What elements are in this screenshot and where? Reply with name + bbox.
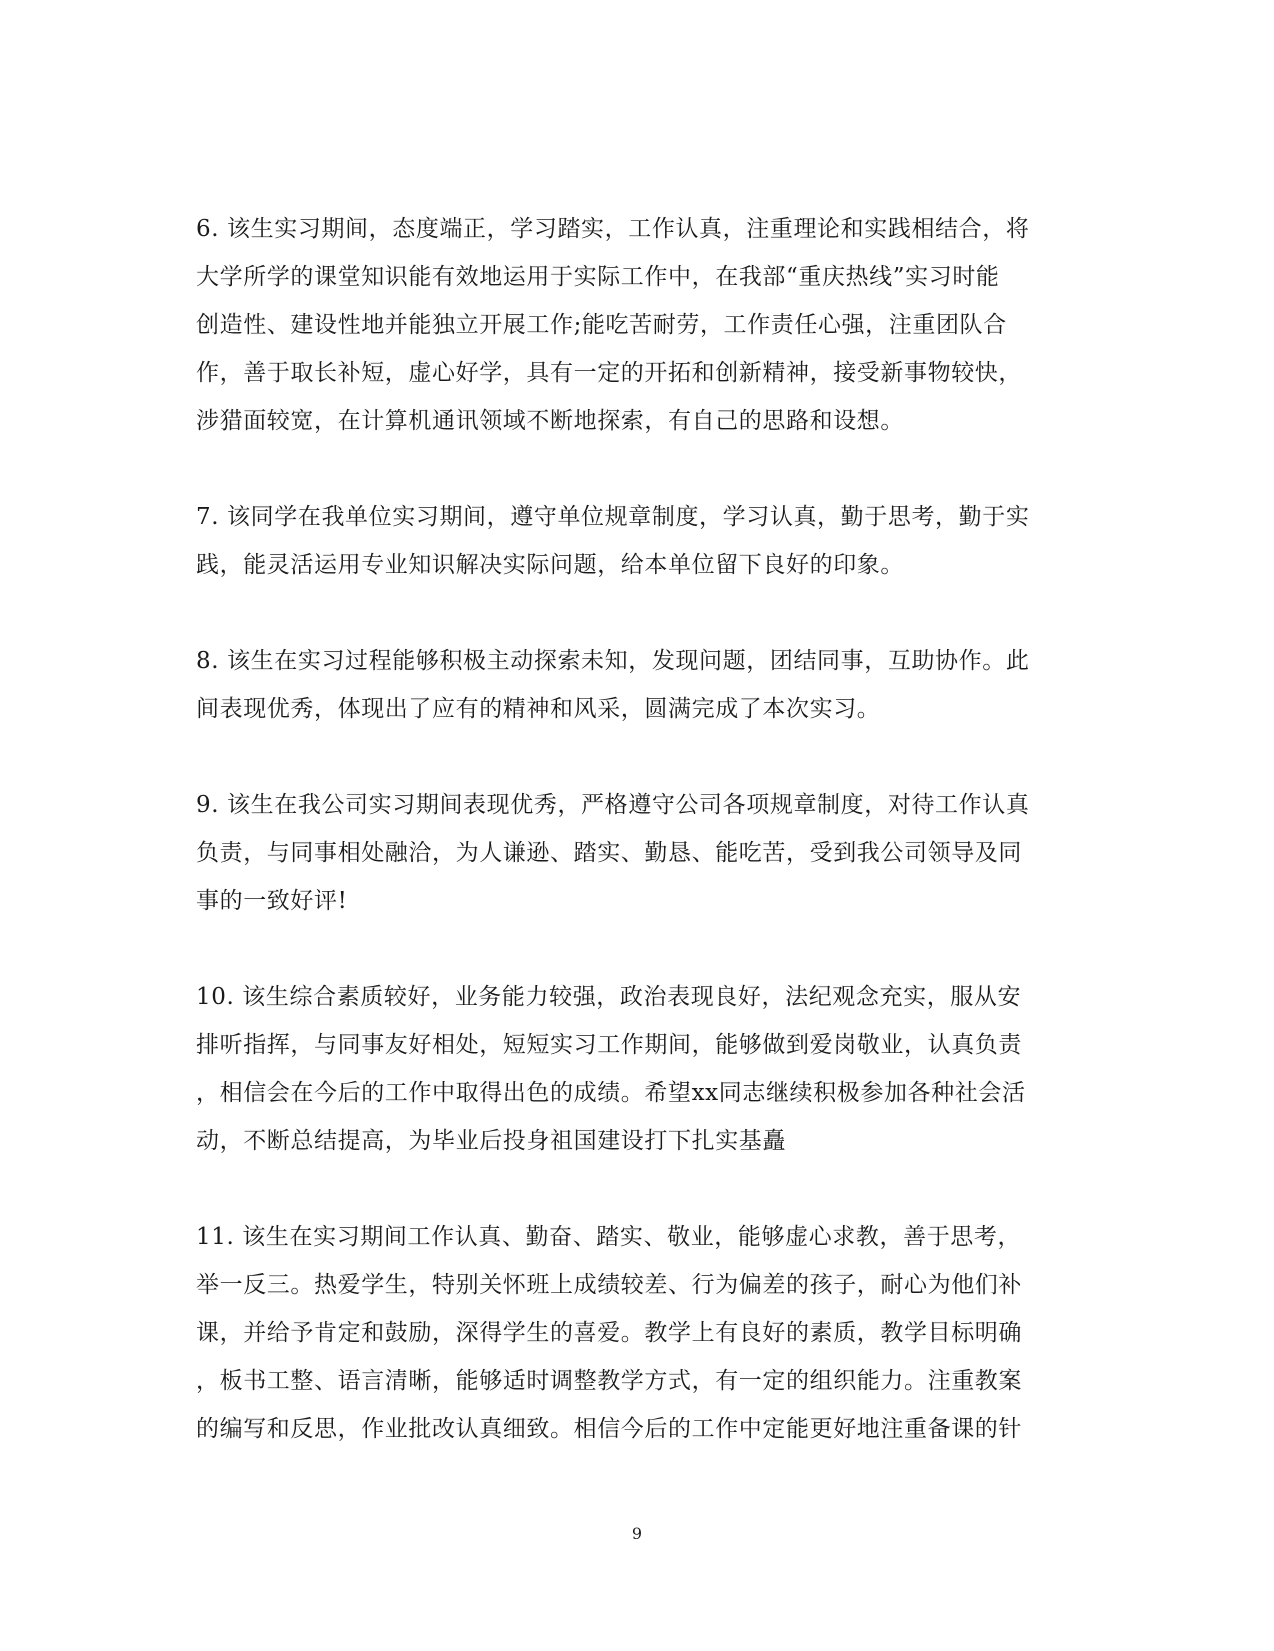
paragraph-9 (196, 781, 1076, 925)
paragraph-line: 负责，与同事相处融洽，为人谦逊、踏实、勤恳、能吃苦，受到我公司领导及同 (196, 840, 1022, 866)
paragraph-line: 8. 该生在实习过程能够积极主动探索未知，发现问题，团结同事，互助协作。此 (196, 648, 1030, 674)
paragraph-line: 排听指挥，与同事友好相处，短短实习工作期间，能够做到爱岗敬业，认真负责 (196, 1032, 1022, 1058)
paragraph-10 (196, 973, 1076, 1165)
paragraph-line: 课，并给予肯定和鼓励，深得学生的喜爱。教学上有良好的素质，教学目标明确 (196, 1320, 1022, 1346)
paragraph-7 (196, 493, 1076, 589)
paragraph-line: 创造性、建设性地并能独立开展工作;能吃苦耐劳，工作责任心强，注重团队合 (196, 312, 1007, 338)
paragraph-line: 践，能灵活运用专业知识解决实际问题，给本单位留下良好的印象。 (196, 552, 904, 578)
paragraph-line: 涉猎面较宽，在计算机通讯领域不断地探索，有自己的思路和设想。 (196, 408, 904, 434)
paragraph-line: 间表现优秀，体现出了应有的精神和风采，圆满完成了本次实习。 (196, 696, 881, 722)
paragraph-line: ，相信会在今后的工作中取得出色的成绩。希望xx同志继续积极参加各种社会活 (196, 1080, 1026, 1106)
paragraph-line: 事的一致好评! (196, 888, 348, 914)
document-body (196, 205, 1076, 1453)
paragraph-line: 11. 该生在实习期间工作认真、勤奋、踏实、敬业，能够虚心求教，善于思考， (196, 1224, 1022, 1250)
paragraph-8 (196, 637, 1076, 733)
paragraph-line: 大学所学的课堂知识能有效地运用于实际工作中，在我部“重庆热线”实习时能 (196, 264, 1000, 290)
paragraph-line: 10. 该生综合素质较好，业务能力较强，政治表现良好，法纪观念充实，服从安 (196, 984, 1022, 1010)
page-number: 9 (631, 1524, 643, 1543)
paragraph-line: 6. 该生实习期间，态度端正，学习踏实，工作认真，注重理论和实践相结合，将 (196, 216, 1030, 242)
paragraph-line: 举一反三。热爱学生，特别关怀班上成绩较差、行为偏差的孩子，耐心为他们补 (196, 1272, 1022, 1298)
paragraph-line: 作，善于取长补短，虚心好学，具有一定的开拓和创新精神，接受新事物较快， (196, 360, 1022, 386)
paragraph-line: 9. 该生在我公司实习期间表现优秀，严格遵守公司各项规章制度，对待工作认真 (196, 792, 1030, 818)
paragraph-line: 动，不断总结提高，为毕业后投身祖国建设打下扎实基矗 (196, 1128, 786, 1154)
paragraph-line: 的编写和反思，作业批改认真细致。相信今后的工作中定能更好地注重备课的针 (196, 1416, 1022, 1442)
paragraph-11 (196, 1213, 1076, 1453)
paragraph-line: 7. 该同学在我单位实习期间，遵守单位规章制度，学习认真，勤于思考，勤于实 (196, 504, 1030, 530)
paragraph-6 (196, 205, 1076, 445)
paragraph-line: ，板书工整、语言清晰，能够适时调整教学方式，有一定的组织能力。注重教案 (196, 1368, 1022, 1394)
